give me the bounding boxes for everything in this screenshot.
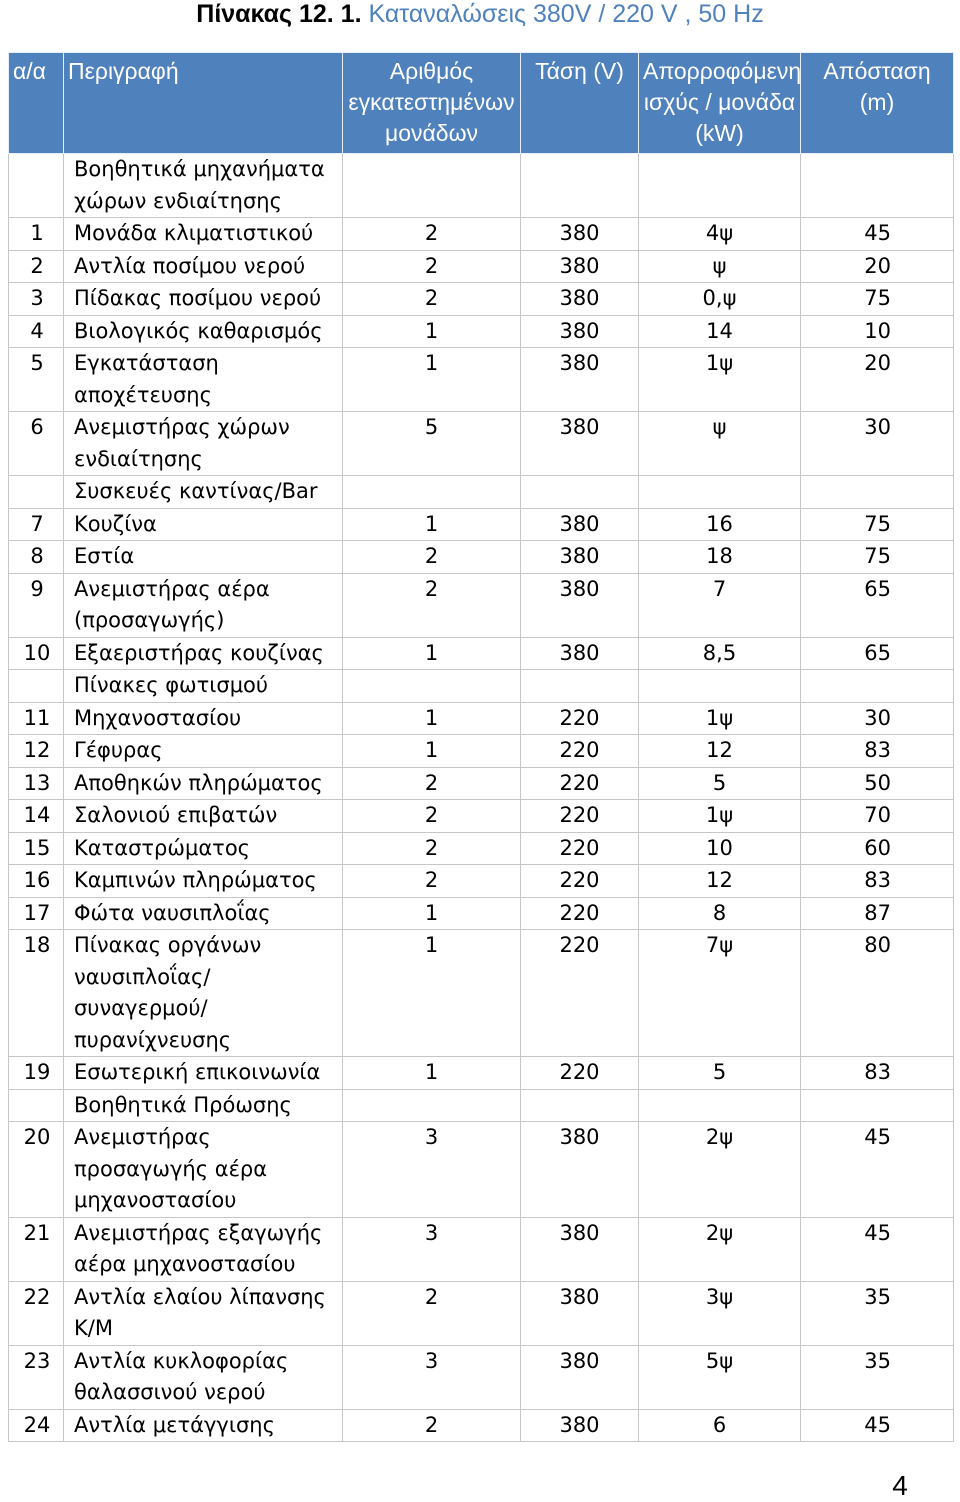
row-power: 4ψ	[639, 218, 801, 251]
row-description: Καμπινών πληρώματος	[64, 865, 343, 898]
table-row	[9, 735, 954, 768]
table-row	[9, 412, 954, 476]
row-power: 3ψ	[639, 1281, 801, 1345]
row-power: 14	[639, 315, 801, 348]
row-number: 10	[9, 637, 64, 670]
section-label: Συσκευές καντίνας/Bar	[64, 476, 343, 509]
section-empty-cell	[801, 154, 954, 218]
header-no: α/α	[9, 53, 64, 154]
row-voltage: 380	[521, 637, 639, 670]
table-body	[9, 154, 954, 1442]
row-description: Ανεμιστήρας εξαγωγής αέρα μηχανοστασίου	[64, 1217, 343, 1281]
row-distance: 20	[801, 250, 954, 283]
row-distance: 75	[801, 508, 954, 541]
table-row	[9, 767, 954, 800]
section-empty-cell	[639, 154, 801, 218]
section-label: Βοηθητικά μηχανήματα χώρων ενδιαίτησης	[64, 154, 343, 218]
row-description: Εσωτερική επικοινωνία	[64, 1057, 343, 1090]
header-power: Απορροφόμενη ισχύς / μονάδα (kW)	[639, 53, 801, 154]
row-distance: 70	[801, 800, 954, 833]
row-number: 22	[9, 1281, 64, 1345]
row-units: 1	[343, 702, 521, 735]
section-empty-cell	[343, 154, 521, 218]
section-empty-cell	[343, 476, 521, 509]
row-description: Πίνακας οργάνων ναυσιπλοΐας/συναγερμού/πυρανίχνευσης	[64, 930, 343, 1057]
row-distance: 10	[801, 315, 954, 348]
header-description: Περιγραφή	[64, 53, 343, 154]
row-units: 3	[343, 1345, 521, 1409]
row-power: 1ψ	[639, 800, 801, 833]
row-voltage: 380	[521, 1409, 639, 1442]
row-units: 1	[343, 315, 521, 348]
row-description: Ανεμιστήρας αέρα (προσαγωγής)	[64, 573, 343, 637]
row-voltage: 380	[521, 412, 639, 476]
section-empty-cell	[521, 670, 639, 703]
row-number: 9	[9, 573, 64, 637]
row-number: 14	[9, 800, 64, 833]
row-power: 10	[639, 832, 801, 865]
row-number: 5	[9, 348, 64, 412]
row-power: 16	[639, 508, 801, 541]
row-number: 18	[9, 930, 64, 1057]
table-row	[9, 1409, 954, 1442]
row-number: 15	[9, 832, 64, 865]
table-row	[9, 348, 954, 412]
row-number: 8	[9, 541, 64, 574]
row-voltage: 380	[521, 573, 639, 637]
row-number: 20	[9, 1122, 64, 1218]
row-power: 8	[639, 897, 801, 930]
section-row	[9, 1089, 954, 1122]
consumption-table	[8, 52, 954, 1442]
row-number: 17	[9, 897, 64, 930]
row-units: 2	[343, 218, 521, 251]
section-empty-cell	[801, 476, 954, 509]
row-units: 1	[343, 930, 521, 1057]
row-distance: 65	[801, 637, 954, 670]
row-description: Αποθηκών πληρώματος	[64, 767, 343, 800]
row-distance: 83	[801, 735, 954, 768]
row-power: 0,ψ	[639, 283, 801, 316]
row-voltage: 220	[521, 800, 639, 833]
row-voltage: 220	[521, 897, 639, 930]
row-voltage: 380	[521, 348, 639, 412]
row-description: Αντλία ποσίμου νερού	[64, 250, 343, 283]
row-distance: 80	[801, 930, 954, 1057]
table-row	[9, 702, 954, 735]
row-distance: 30	[801, 412, 954, 476]
row-voltage: 380	[521, 250, 639, 283]
row-number: 21	[9, 1217, 64, 1281]
table-row	[9, 930, 954, 1057]
table-row	[9, 573, 954, 637]
section-empty-cell	[343, 1089, 521, 1122]
row-voltage: 220	[521, 767, 639, 800]
header-voltage: Τάση (V)	[521, 53, 639, 154]
table-caption	[0, 0, 960, 28]
row-power: 12	[639, 735, 801, 768]
row-power: 1ψ	[639, 702, 801, 735]
row-units: 1	[343, 637, 521, 670]
row-distance: 87	[801, 897, 954, 930]
row-description: Φώτα ναυσιπλοΐας	[64, 897, 343, 930]
row-power: 5	[639, 1057, 801, 1090]
section-label: Πίνακες φωτισμού	[64, 670, 343, 703]
row-distance: 50	[801, 767, 954, 800]
row-distance: 60	[801, 832, 954, 865]
row-distance: 75	[801, 283, 954, 316]
row-voltage: 220	[521, 930, 639, 1057]
section-empty-cell	[521, 1089, 639, 1122]
row-units: 3	[343, 1122, 521, 1218]
row-units: 2	[343, 250, 521, 283]
row-voltage: 380	[521, 1345, 639, 1409]
section-empty-cell	[521, 476, 639, 509]
section-empty-cell	[521, 154, 639, 218]
row-description: Ανεμιστήρας προσαγωγής αέρα μηχανοστασίου	[64, 1122, 343, 1218]
table-row	[9, 218, 954, 251]
row-description: Εξαεριστήρας κουζίνας	[64, 637, 343, 670]
row-voltage: 380	[521, 508, 639, 541]
row-distance: 75	[801, 541, 954, 574]
table-row	[9, 832, 954, 865]
section-empty-cell	[801, 1089, 954, 1122]
row-description: Καταστρώματος	[64, 832, 343, 865]
row-distance: 83	[801, 865, 954, 898]
table-row	[9, 250, 954, 283]
row-distance: 45	[801, 1409, 954, 1442]
row-number: 6	[9, 412, 64, 476]
table-row	[9, 897, 954, 930]
row-number: 2	[9, 250, 64, 283]
row-power: 7	[639, 573, 801, 637]
table-row	[9, 1281, 954, 1345]
row-description: Εστία	[64, 541, 343, 574]
row-description: Βιολογικός καθαρισμός	[64, 315, 343, 348]
row-distance: 30	[801, 702, 954, 735]
row-voltage: 220	[521, 735, 639, 768]
row-description: Γέφυρας	[64, 735, 343, 768]
row-distance: 45	[801, 1217, 954, 1281]
row-description: Αντλία ελαίου λίπανσης Κ/Μ	[64, 1281, 343, 1345]
table-row	[9, 800, 954, 833]
row-units: 2	[343, 767, 521, 800]
row-units: 2	[343, 283, 521, 316]
row-units: 1	[343, 735, 521, 768]
table-row	[9, 283, 954, 316]
caption-text: Καταναλώσεις 380V / 220 V , 50 Hz	[368, 0, 764, 28]
row-voltage: 220	[521, 865, 639, 898]
row-units: 1	[343, 508, 521, 541]
row-description: Σαλονιού επιβατών	[64, 800, 343, 833]
table-row	[9, 508, 954, 541]
row-power: 8,5	[639, 637, 801, 670]
row-distance: 83	[801, 1057, 954, 1090]
row-power: 18	[639, 541, 801, 574]
row-distance: 35	[801, 1345, 954, 1409]
row-units: 3	[343, 1217, 521, 1281]
row-distance: 35	[801, 1281, 954, 1345]
table-row	[9, 1122, 954, 1218]
caption-label: Πίνακας 12. 1.	[196, 0, 362, 28]
row-number: 24	[9, 1409, 64, 1442]
section-label: Βοηθητικά Πρόωσης	[64, 1089, 343, 1122]
row-description: Μηχανοστασίου	[64, 702, 343, 735]
section-empty-cell	[9, 476, 64, 509]
row-power: 5ψ	[639, 1345, 801, 1409]
row-units: 2	[343, 865, 521, 898]
header-distance: Απόσταση (m)	[801, 53, 954, 154]
row-units: 2	[343, 573, 521, 637]
section-empty-cell	[9, 1089, 64, 1122]
table-row	[9, 315, 954, 348]
table-row	[9, 637, 954, 670]
row-description: Πίδακας ποσίμου νερού	[64, 283, 343, 316]
section-empty-cell	[9, 670, 64, 703]
section-row	[9, 670, 954, 703]
row-units: 5	[343, 412, 521, 476]
row-power: 2ψ	[639, 1217, 801, 1281]
row-voltage: 220	[521, 832, 639, 865]
row-units: 2	[343, 541, 521, 574]
row-voltage: 220	[521, 702, 639, 735]
row-units: 1	[343, 1057, 521, 1090]
row-number: 16	[9, 865, 64, 898]
row-units: 1	[343, 348, 521, 412]
row-description: Ανεμιστήρας χώρων ενδιαίτησης	[64, 412, 343, 476]
row-power: 5	[639, 767, 801, 800]
row-voltage: 380	[521, 283, 639, 316]
row-distance: 20	[801, 348, 954, 412]
row-units: 2	[343, 800, 521, 833]
row-power: 12	[639, 865, 801, 898]
row-units: 2	[343, 832, 521, 865]
row-voltage: 380	[521, 541, 639, 574]
row-power: ψ	[639, 250, 801, 283]
section-empty-cell	[9, 154, 64, 218]
row-power: ψ	[639, 412, 801, 476]
row-distance: 45	[801, 1122, 954, 1218]
row-distance: 65	[801, 573, 954, 637]
row-voltage: 220	[521, 1057, 639, 1090]
row-number: 19	[9, 1057, 64, 1090]
row-distance: 45	[801, 218, 954, 251]
table-row	[9, 1345, 954, 1409]
row-units: 1	[343, 897, 521, 930]
section-empty-cell	[343, 670, 521, 703]
row-units: 2	[343, 1281, 521, 1345]
row-voltage: 380	[521, 1281, 639, 1345]
row-number: 11	[9, 702, 64, 735]
row-description: Κουζίνα	[64, 508, 343, 541]
section-empty-cell	[639, 670, 801, 703]
table-row	[9, 1217, 954, 1281]
row-number: 12	[9, 735, 64, 768]
row-voltage: 380	[521, 1217, 639, 1281]
row-number: 7	[9, 508, 64, 541]
row-description: Αντλία μετάγγισης	[64, 1409, 343, 1442]
row-voltage: 380	[521, 315, 639, 348]
row-number: 23	[9, 1345, 64, 1409]
table-row	[9, 541, 954, 574]
section-empty-cell	[639, 476, 801, 509]
section-row	[9, 476, 954, 509]
header-units: Αριθμός εγκατεστημένων μονάδων	[343, 53, 521, 154]
row-power: 2ψ	[639, 1122, 801, 1218]
row-power: 7ψ	[639, 930, 801, 1057]
row-units: 2	[343, 1409, 521, 1442]
row-description: Μονάδα κλιματιστικού	[64, 218, 343, 251]
row-number: 4	[9, 315, 64, 348]
row-power: 6	[639, 1409, 801, 1442]
row-voltage: 380	[521, 1122, 639, 1218]
page-number: 4	[892, 1470, 908, 1501]
table-row	[9, 865, 954, 898]
table-header-row	[9, 53, 954, 154]
row-description: Αντλία κυκλοφορίας θαλασσινού νερού	[64, 1345, 343, 1409]
row-power: 1ψ	[639, 348, 801, 412]
section-empty-cell	[801, 670, 954, 703]
section-row	[9, 154, 954, 218]
row-number: 13	[9, 767, 64, 800]
row-voltage: 380	[521, 218, 639, 251]
row-number: 1	[9, 218, 64, 251]
section-empty-cell	[639, 1089, 801, 1122]
table-row	[9, 1057, 954, 1090]
row-description: Εγκατάσταση αποχέτευσης	[64, 348, 343, 412]
row-number: 3	[9, 283, 64, 316]
